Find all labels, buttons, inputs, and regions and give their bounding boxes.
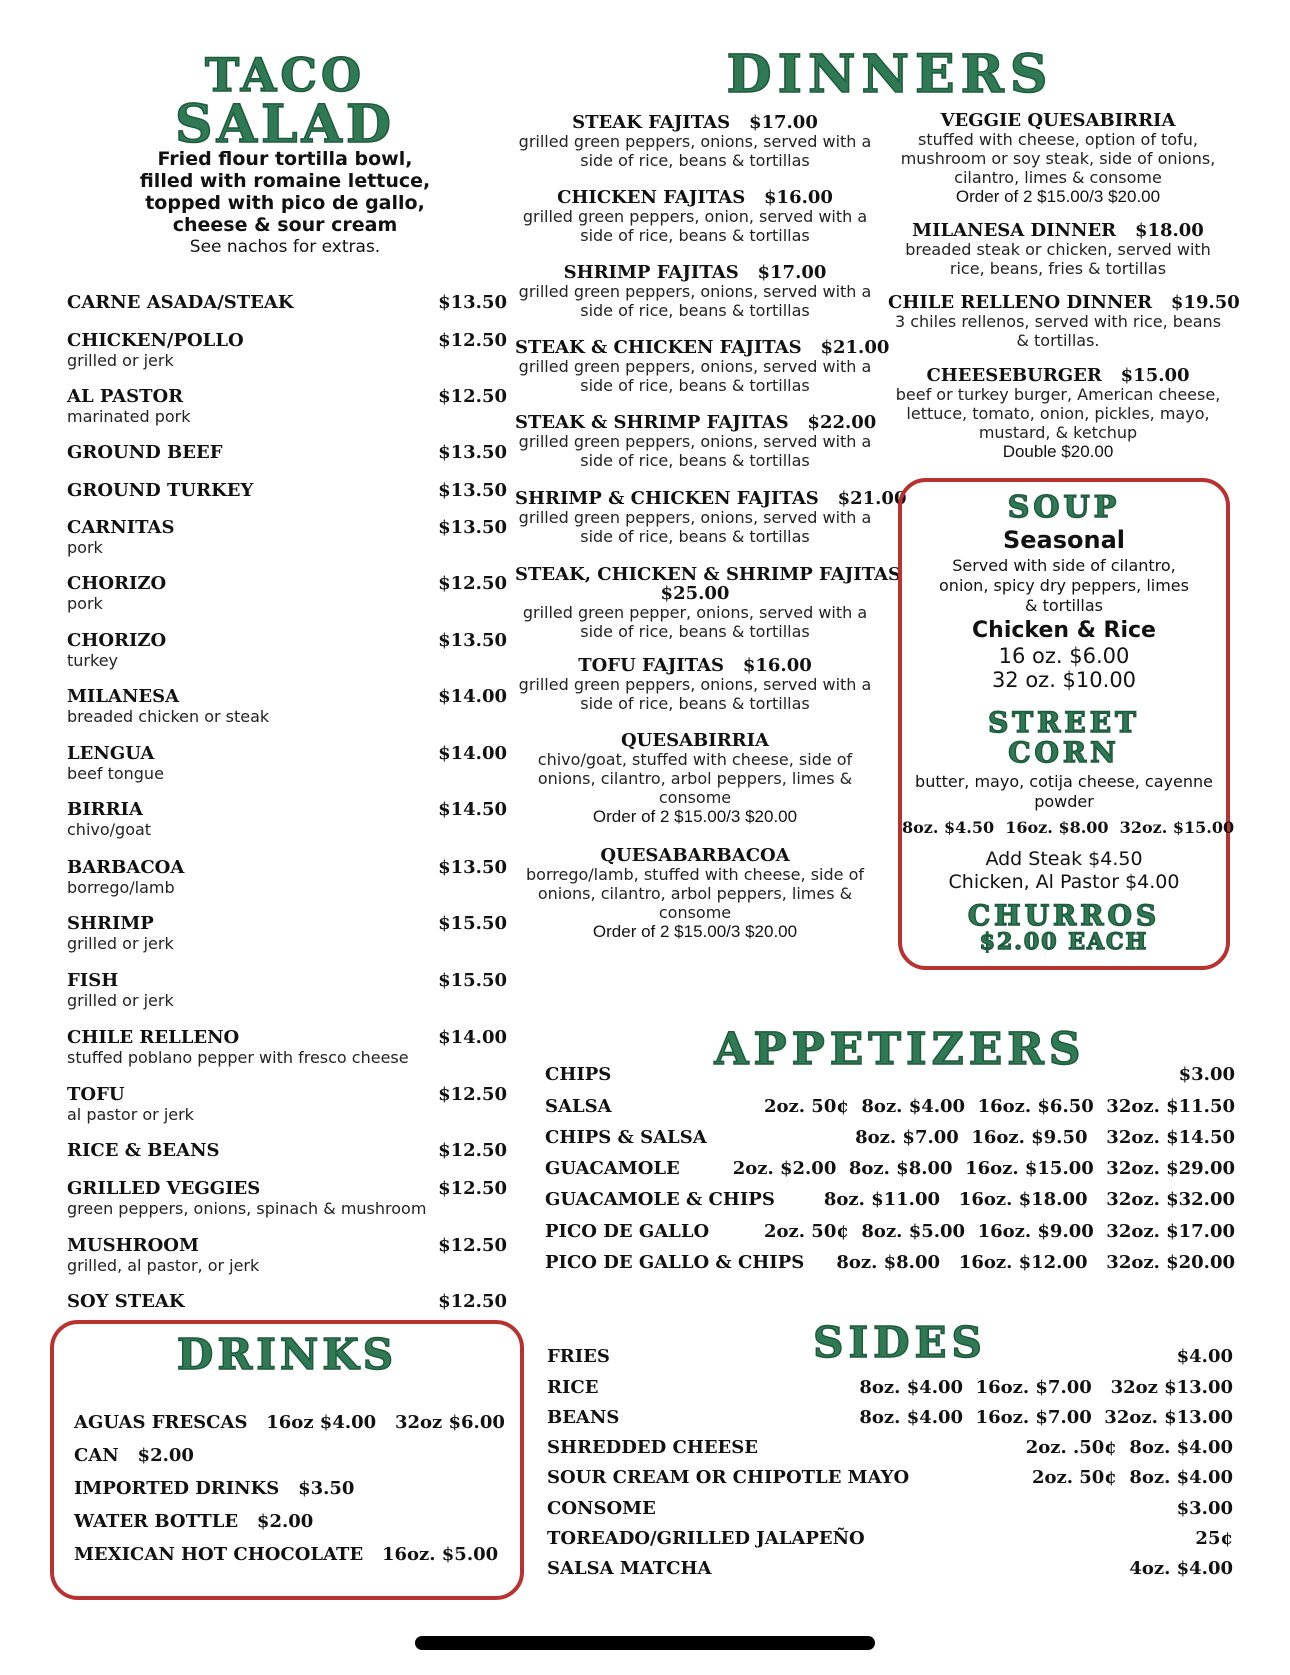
dinner-item-desc: grilled green peppers, onions, served with a bbox=[518, 508, 872, 527]
taco-salad-item bbox=[67, 1084, 507, 1124]
taco-salad-item-price: $15.50 bbox=[438, 970, 507, 991]
taco-salad-item-price: $14.00 bbox=[438, 743, 507, 764]
dinner-item bbox=[515, 488, 907, 546]
dinner-item-desc: side of rice, beans & tortillas bbox=[580, 226, 810, 245]
dinner-item bbox=[515, 564, 902, 641]
street-corn-title-line2: CORN bbox=[1008, 736, 1120, 769]
dinner-item-name: STEAK & SHRIMP FAJITAS $22.00 bbox=[515, 412, 877, 433]
side-item-name: TOREADO/GRILLED JALAPEÑO bbox=[547, 1528, 865, 1549]
dinner-item-desc: side of rice, beans & tortillas bbox=[580, 301, 810, 320]
dinner-item-desc: grilled green peppers, onions, served with a bbox=[518, 432, 872, 451]
taco-salad-item-price: $14.00 bbox=[438, 686, 507, 707]
soup-desc-line: & tortillas bbox=[1025, 596, 1103, 615]
dinner-item-name: SHRIMP FAJITAS $17.00 bbox=[563, 262, 827, 283]
appetizer-item-price: 2oz. 50¢ 8oz. $4.00 16oz. $6.50 32oz. $11.50 bbox=[764, 1096, 1235, 1117]
side-item-name: FRIES bbox=[547, 1346, 610, 1367]
taco-salad-item-name: SOY STEAK bbox=[67, 1291, 185, 1312]
taco-salad-item-desc: borrego/lamb bbox=[67, 878, 175, 897]
taco-salad-item-desc: pork bbox=[67, 594, 103, 613]
taco-salad-item-price: $14.00 bbox=[438, 1027, 507, 1048]
appetizer-item bbox=[545, 1096, 1235, 1117]
dinner-item-desc: side of rice, beans & tortillas bbox=[580, 376, 810, 395]
dinner-item-name: MILANESA DINNER $18.00 bbox=[912, 220, 1204, 241]
sides-title: SIDES bbox=[813, 1318, 987, 1367]
taco-salad-item-name: CHORIZO bbox=[67, 630, 167, 651]
taco-salad-title bbox=[140, 48, 430, 155]
side-item-name: BEANS bbox=[547, 1407, 620, 1428]
dinner-item bbox=[515, 413, 875, 470]
taco-salad-item bbox=[67, 1291, 507, 1312]
taco-salad-item bbox=[67, 1178, 507, 1218]
dinner-item-desc: side of rice, beans & tortillas bbox=[580, 527, 810, 546]
taco-salad-item bbox=[67, 799, 507, 839]
taco-salad-item-desc: grilled or jerk bbox=[67, 991, 174, 1010]
taco-salad-item-name: CHILE RELLENO bbox=[67, 1027, 240, 1048]
churros-price: $2.00 EACH bbox=[979, 929, 1149, 955]
taco-salad-item-price: $12.50 bbox=[438, 1140, 507, 1161]
taco-salad-item-price: $12.50 bbox=[438, 573, 507, 594]
taco-salad-item bbox=[67, 292, 507, 313]
taco-salad-item-name: MILANESA bbox=[67, 686, 180, 707]
dinner-item-desc: consome bbox=[658, 788, 732, 807]
soup-description bbox=[902, 556, 1226, 616]
drink-item: WATER BOTTLE $2.00 bbox=[74, 1511, 314, 1532]
street-corn-description bbox=[902, 772, 1226, 812]
soup-desc-line: onion, spicy dry peppers, limes bbox=[939, 576, 1189, 595]
side-item bbox=[547, 1558, 1233, 1579]
taco-salad-item-desc: breaded chicken or steak bbox=[67, 707, 270, 726]
appetizer-item-name: CHIPS & SALSA bbox=[545, 1127, 707, 1148]
dinner-item-desc: & tortillas. bbox=[1016, 331, 1100, 350]
side-item bbox=[547, 1498, 1233, 1519]
taco-salad-desc-line: topped with pico de gallo, bbox=[145, 192, 425, 214]
dinner-item-desc: onions, cilantro, arbol peppers, limes & bbox=[537, 884, 853, 903]
taco-salad-item bbox=[67, 480, 507, 501]
dinner-item bbox=[515, 846, 875, 941]
dinner-item-name: CHICKEN FAJITAS $16.00 bbox=[557, 187, 833, 208]
taco-salad-item-price: $12.50 bbox=[438, 1235, 507, 1256]
dinner-item-name: STEAK, CHICKEN & SHRIMP FAJITAS bbox=[515, 564, 902, 585]
dinner-item-order: Double $20.00 bbox=[1002, 442, 1114, 461]
taco-salad-item-name: CARNITAS bbox=[67, 517, 175, 538]
appetizer-item-name: SALSA bbox=[545, 1096, 612, 1117]
appetizer-item-name: CHIPS bbox=[545, 1064, 612, 1085]
side-item-name: RICE bbox=[547, 1377, 599, 1398]
dinner-item-desc: breaded steak or chicken, served with bbox=[905, 240, 1211, 259]
taco-salad-item bbox=[67, 330, 507, 370]
dinner-item-desc: onions, cilantro, arbol peppers, limes & bbox=[537, 769, 853, 788]
appetizer-item-price: 8oz. $7.00 16oz. $9.50 32oz. $14.50 bbox=[855, 1127, 1235, 1148]
drinks-list bbox=[74, 1412, 514, 1577]
taco-salad-item-desc: grilled or jerk bbox=[67, 351, 174, 370]
taco-salad-item bbox=[67, 573, 507, 613]
dinner-item-price: $25.00 bbox=[660, 583, 730, 604]
taco-salad-note: See nachos for extras. bbox=[189, 237, 381, 257]
dinner-item-order: Order of 2 $15.00/3 $20.00 bbox=[592, 807, 798, 826]
taco-salad-item-desc: al pastor or jerk bbox=[67, 1105, 194, 1124]
dinner-item-name: STEAK & CHICKEN FAJITAS $21.00 bbox=[515, 337, 890, 358]
dinner-item-order: Order of 2 $15.00/3 $20.00 bbox=[955, 187, 1161, 206]
street-corn-add-steak: Add Steak $4.50 bbox=[985, 848, 1143, 870]
soup-subtitle: Seasonal bbox=[1002, 526, 1126, 554]
soup-title: SOUP bbox=[1007, 490, 1121, 525]
side-item-name: SOUR CREAM OR CHIPOTLE MAYO bbox=[547, 1467, 910, 1488]
side-item bbox=[547, 1437, 1233, 1458]
appetizer-item-name: GUACAMOLE bbox=[545, 1158, 680, 1179]
taco-salad-item-price: $13.50 bbox=[438, 480, 507, 501]
drinks-box bbox=[50, 1320, 524, 1600]
appetizer-item-price: $3.00 bbox=[1178, 1064, 1235, 1085]
dinner-item-desc: side of rice, beans & tortillas bbox=[580, 151, 810, 170]
drink-item: AGUAS FRESCAS 16oz $4.00 32oz $6.00 bbox=[74, 1412, 505, 1433]
taco-salad-item bbox=[67, 630, 507, 670]
taco-salad-item-desc: marinated pork bbox=[67, 407, 191, 426]
dinner-item-desc: chivo/goat, stuffed with cheese, side of bbox=[537, 750, 853, 769]
street-corn-desc-line: butter, mayo, cotija cheese, cayenne bbox=[915, 772, 1213, 791]
dinner-item-desc: mustard, & ketchup bbox=[978, 423, 1138, 442]
taco-salad-item bbox=[67, 686, 507, 726]
taco-salad-item-desc: grilled or jerk bbox=[67, 934, 174, 953]
appetizer-item bbox=[545, 1064, 1235, 1085]
appetizer-item-price: 8oz. $11.00 16oz. $18.00 32oz. $32.00 bbox=[823, 1189, 1235, 1210]
taco-salad-item-desc: green peppers, onions, spinach & mushroom bbox=[67, 1199, 427, 1218]
dinner-item-desc: consome bbox=[658, 903, 732, 922]
taco-salad-item-name: CARNE ASADA/STEAK bbox=[67, 292, 294, 313]
dinner-item-name: CHILE RELLENO DINNER $19.50 bbox=[888, 292, 1240, 313]
drink-item: IMPORTED DRINKS $3.50 bbox=[74, 1478, 355, 1499]
taco-salad-item-name: SHRIMP bbox=[67, 913, 154, 934]
appetizer-item bbox=[545, 1252, 1235, 1273]
taco-salad-item bbox=[67, 386, 507, 426]
dinner-item-desc: stuffed with cheese, option of tofu, bbox=[918, 130, 1198, 149]
taco-salad-item-price: $12.50 bbox=[438, 1291, 507, 1312]
drink-item: CAN $2.00 bbox=[74, 1445, 194, 1466]
taco-salad-desc-line: filled with romaine lettuce, bbox=[139, 170, 431, 192]
dinner-item-desc: beef or turkey burger, American cheese, bbox=[895, 385, 1221, 404]
appetizer-item bbox=[545, 1158, 1235, 1179]
taco-salad-item-price: $12.50 bbox=[438, 1084, 507, 1105]
appetizers-title: APPETIZERS bbox=[714, 1024, 1086, 1075]
dinner-item-desc: grilled green peppers, onion, served with a bbox=[522, 207, 868, 226]
taco-salad-item-name: LENGUA bbox=[67, 743, 155, 764]
taco-salad-item bbox=[67, 1235, 507, 1275]
taco-salad-item-price: $15.50 bbox=[438, 913, 507, 934]
side-item-name: SHREDDED CHEESE bbox=[547, 1437, 758, 1458]
appetizer-item bbox=[545, 1189, 1235, 1210]
taco-salad-item bbox=[67, 970, 507, 1010]
dinner-item-name: CHEESEBURGER $15.00 bbox=[926, 365, 1190, 386]
taco-salad-item-desc: grilled, al pastor, or jerk bbox=[67, 1256, 260, 1275]
side-item bbox=[547, 1467, 1233, 1488]
taco-salad-title-line2: SALAD bbox=[175, 94, 395, 155]
dinner-item-desc: grilled green peppers, onions, served with a bbox=[518, 132, 872, 151]
dinner-item-desc: grilled green peppers, onions, served with a bbox=[518, 282, 872, 301]
taco-salad-item-name: GROUND BEEF bbox=[67, 442, 223, 463]
taco-salad-description bbox=[110, 148, 460, 258]
dinner-item-name: SHRIMP & CHICKEN FAJITAS $21.00 bbox=[515, 488, 907, 509]
dinner-item-name: QUESABIRRIA bbox=[621, 730, 769, 751]
taco-salad-item-name: AL PASTOR bbox=[67, 386, 184, 407]
taco-salad-item-desc: pork bbox=[67, 538, 103, 557]
dinner-item-name: TOFU FAJITAS $16.00 bbox=[578, 655, 812, 676]
taco-salad-item-desc: turkey bbox=[67, 651, 118, 670]
dinners-title: DINNERS bbox=[726, 44, 1054, 105]
soup-size-16: 16 oz. $6.00 bbox=[998, 644, 1130, 668]
street-corn-prices: 8oz. $4.50 16oz. $8.00 32oz. $15.00 bbox=[902, 818, 1235, 837]
dinner-item bbox=[888, 292, 1240, 350]
dinner-item bbox=[888, 221, 1228, 278]
dinner-item bbox=[515, 656, 875, 713]
dinner-item-desc: side of rice, beans & tortillas bbox=[580, 694, 810, 713]
dinner-item bbox=[515, 113, 875, 170]
street-corn-title-line1: STREET bbox=[988, 706, 1140, 739]
side-item bbox=[547, 1528, 1233, 1549]
dinner-item-order: Order of 2 $15.00/3 $20.00 bbox=[592, 922, 798, 941]
drink-item: MEXICAN HOT CHOCOLATE 16oz. $5.00 bbox=[74, 1544, 499, 1565]
appetizer-item-price: 2oz. 50¢ 8oz. $5.00 16oz. $9.00 32oz. $17.00 bbox=[764, 1221, 1235, 1242]
soup-name: Chicken & Rice bbox=[972, 618, 1156, 643]
taco-salad-desc-line: cheese & sour cream bbox=[172, 214, 398, 236]
dinner-item bbox=[515, 188, 875, 245]
dinner-item-desc: grilled green peppers, onions, served with a bbox=[518, 675, 872, 694]
side-item-price: $4.00 bbox=[1176, 1346, 1233, 1367]
drinks-title: DRINKS bbox=[176, 1330, 398, 1379]
dinner-item-desc: rice, beans, fries & tortillas bbox=[949, 259, 1167, 278]
appetizer-item bbox=[545, 1127, 1235, 1148]
dinner-item-desc: side of rice, beans & tortillas bbox=[580, 451, 810, 470]
taco-salad-item-desc: stuffed poblano pepper with fresco cheese bbox=[67, 1048, 409, 1067]
taco-salad-item bbox=[67, 743, 507, 783]
dinner-item-desc: mushroom or soy steak, side of onions, bbox=[900, 149, 1216, 168]
dinner-item-desc: 3 chiles rellenos, served with rice, beans bbox=[894, 312, 1222, 331]
taco-salad-item bbox=[67, 857, 507, 897]
soup-corn-churros-box bbox=[898, 478, 1235, 970]
taco-salad-item bbox=[67, 913, 507, 953]
taco-salad-item-desc: chivo/goat bbox=[67, 820, 152, 839]
side-item-price: 2oz. 50¢ 8oz. $4.00 bbox=[1031, 1467, 1233, 1488]
taco-salad-item-price: $13.50 bbox=[438, 517, 507, 538]
dinner-item bbox=[515, 263, 875, 320]
dinner-item-desc: side of rice, beans & tortillas bbox=[580, 622, 810, 641]
appetizer-item-price: 2oz. $2.00 8oz. $8.00 16oz. $15.00 32oz. $29.00 bbox=[732, 1158, 1235, 1179]
side-item bbox=[547, 1346, 1233, 1367]
dinner-item-desc: grilled green peppers, onions, served with a bbox=[518, 357, 872, 376]
taco-salad-item-price: $13.50 bbox=[438, 857, 507, 878]
taco-salad-item bbox=[67, 1027, 507, 1067]
taco-salad-item-price: $12.50 bbox=[438, 1178, 507, 1199]
taco-salad-item-name: FISH bbox=[67, 970, 119, 991]
taco-salad-item bbox=[67, 1140, 507, 1161]
taco-salad-item-name: CHORIZO bbox=[67, 573, 167, 594]
dinner-item-desc: lettuce, tomato, onion, pickles, mayo, bbox=[906, 404, 1210, 423]
taco-salad-item-name: GRILLED VEGGIES bbox=[67, 1178, 261, 1199]
dinner-item-name: QUESABARBACOA bbox=[600, 845, 790, 866]
appetizer-item-name: PICO DE GALLO & CHIPS bbox=[545, 1252, 805, 1273]
taco-salad-item-price: $12.50 bbox=[438, 386, 507, 407]
side-item-price: 25¢ bbox=[1195, 1528, 1233, 1549]
side-item-price: 4oz. $4.00 bbox=[1129, 1558, 1233, 1579]
dinner-item bbox=[515, 731, 875, 826]
dinner-item-desc: grilled green pepper, onions, served with a bbox=[522, 603, 868, 622]
street-corn-desc-line: powder bbox=[1034, 792, 1094, 811]
taco-salad-item-name: CHICKEN/POLLO bbox=[67, 330, 244, 351]
taco-salad-item bbox=[67, 442, 507, 463]
dinner-item bbox=[888, 366, 1228, 461]
taco-salad-item-desc: beef tongue bbox=[67, 764, 164, 783]
dinner-item bbox=[515, 337, 890, 395]
side-item bbox=[547, 1407, 1233, 1428]
dinner-item bbox=[888, 111, 1228, 206]
taco-salad-item bbox=[67, 517, 507, 557]
churros-title: CHURROS bbox=[967, 899, 1161, 932]
dinner-item-desc: cilantro, limes & consome bbox=[954, 168, 1162, 187]
street-corn-add-chicken: Chicken, Al Pastor $4.00 bbox=[948, 871, 1180, 893]
taco-salad-item-price: $12.50 bbox=[438, 330, 507, 351]
home-indicator-bar[interactable] bbox=[415, 1636, 875, 1650]
side-item-price: 8oz. $4.00 16oz. $7.00 32oz $13.00 bbox=[859, 1377, 1233, 1398]
taco-salad-item-price: $13.50 bbox=[438, 442, 507, 463]
soup-size-32: 32 oz. $10.00 bbox=[991, 668, 1137, 692]
side-item-price: $3.00 bbox=[1176, 1498, 1233, 1519]
dinner-item-desc: borrego/lamb, stuffed with cheese, side of bbox=[526, 865, 864, 884]
side-item-price: 8oz. $4.00 16oz. $7.00 32oz. $13.00 bbox=[859, 1407, 1233, 1428]
street-corn-title bbox=[902, 708, 1226, 768]
appetizer-item bbox=[545, 1221, 1235, 1242]
dinner-item-name: STEAK FAJITAS $17.00 bbox=[572, 112, 818, 133]
taco-salad-title-line1: TACO bbox=[204, 48, 366, 102]
appetizer-item-name: PICO DE GALLO bbox=[545, 1221, 710, 1242]
street-corn-adds bbox=[902, 848, 1226, 894]
side-item-price: 2oz. .50¢ 8oz. $4.00 bbox=[1025, 1437, 1233, 1458]
side-item-name: CONSOME bbox=[547, 1498, 656, 1519]
taco-salad-item-price: $14.50 bbox=[438, 799, 507, 820]
taco-salad-item-price: $13.50 bbox=[438, 630, 507, 651]
taco-salad-item-price: $13.50 bbox=[438, 292, 507, 313]
taco-salad-item-name: BIRRIA bbox=[67, 799, 143, 820]
side-item-name: SALSA MATCHA bbox=[547, 1558, 712, 1579]
side-item bbox=[547, 1377, 1233, 1398]
taco-salad-item-name: TOFU bbox=[67, 1084, 125, 1105]
dinner-item-name: VEGGIE QUESABIRRIA bbox=[940, 110, 1176, 131]
taco-salad-item-name: GROUND TURKEY bbox=[67, 480, 254, 501]
soup-desc-line: Served with side of cilantro, bbox=[952, 556, 1176, 575]
taco-salad-item-name: MUSHROOM bbox=[67, 1235, 199, 1256]
appetizer-item-price: 8oz. $8.00 16oz. $12.00 32oz. $20.00 bbox=[836, 1252, 1235, 1273]
taco-salad-item-name: BARBACOA bbox=[67, 857, 185, 878]
taco-salad-desc-line: Fried flour tortilla bowl, bbox=[157, 148, 413, 170]
appetizer-item-name: GUACAMOLE & CHIPS bbox=[545, 1189, 775, 1210]
taco-salad-item-name: RICE & BEANS bbox=[67, 1140, 220, 1161]
